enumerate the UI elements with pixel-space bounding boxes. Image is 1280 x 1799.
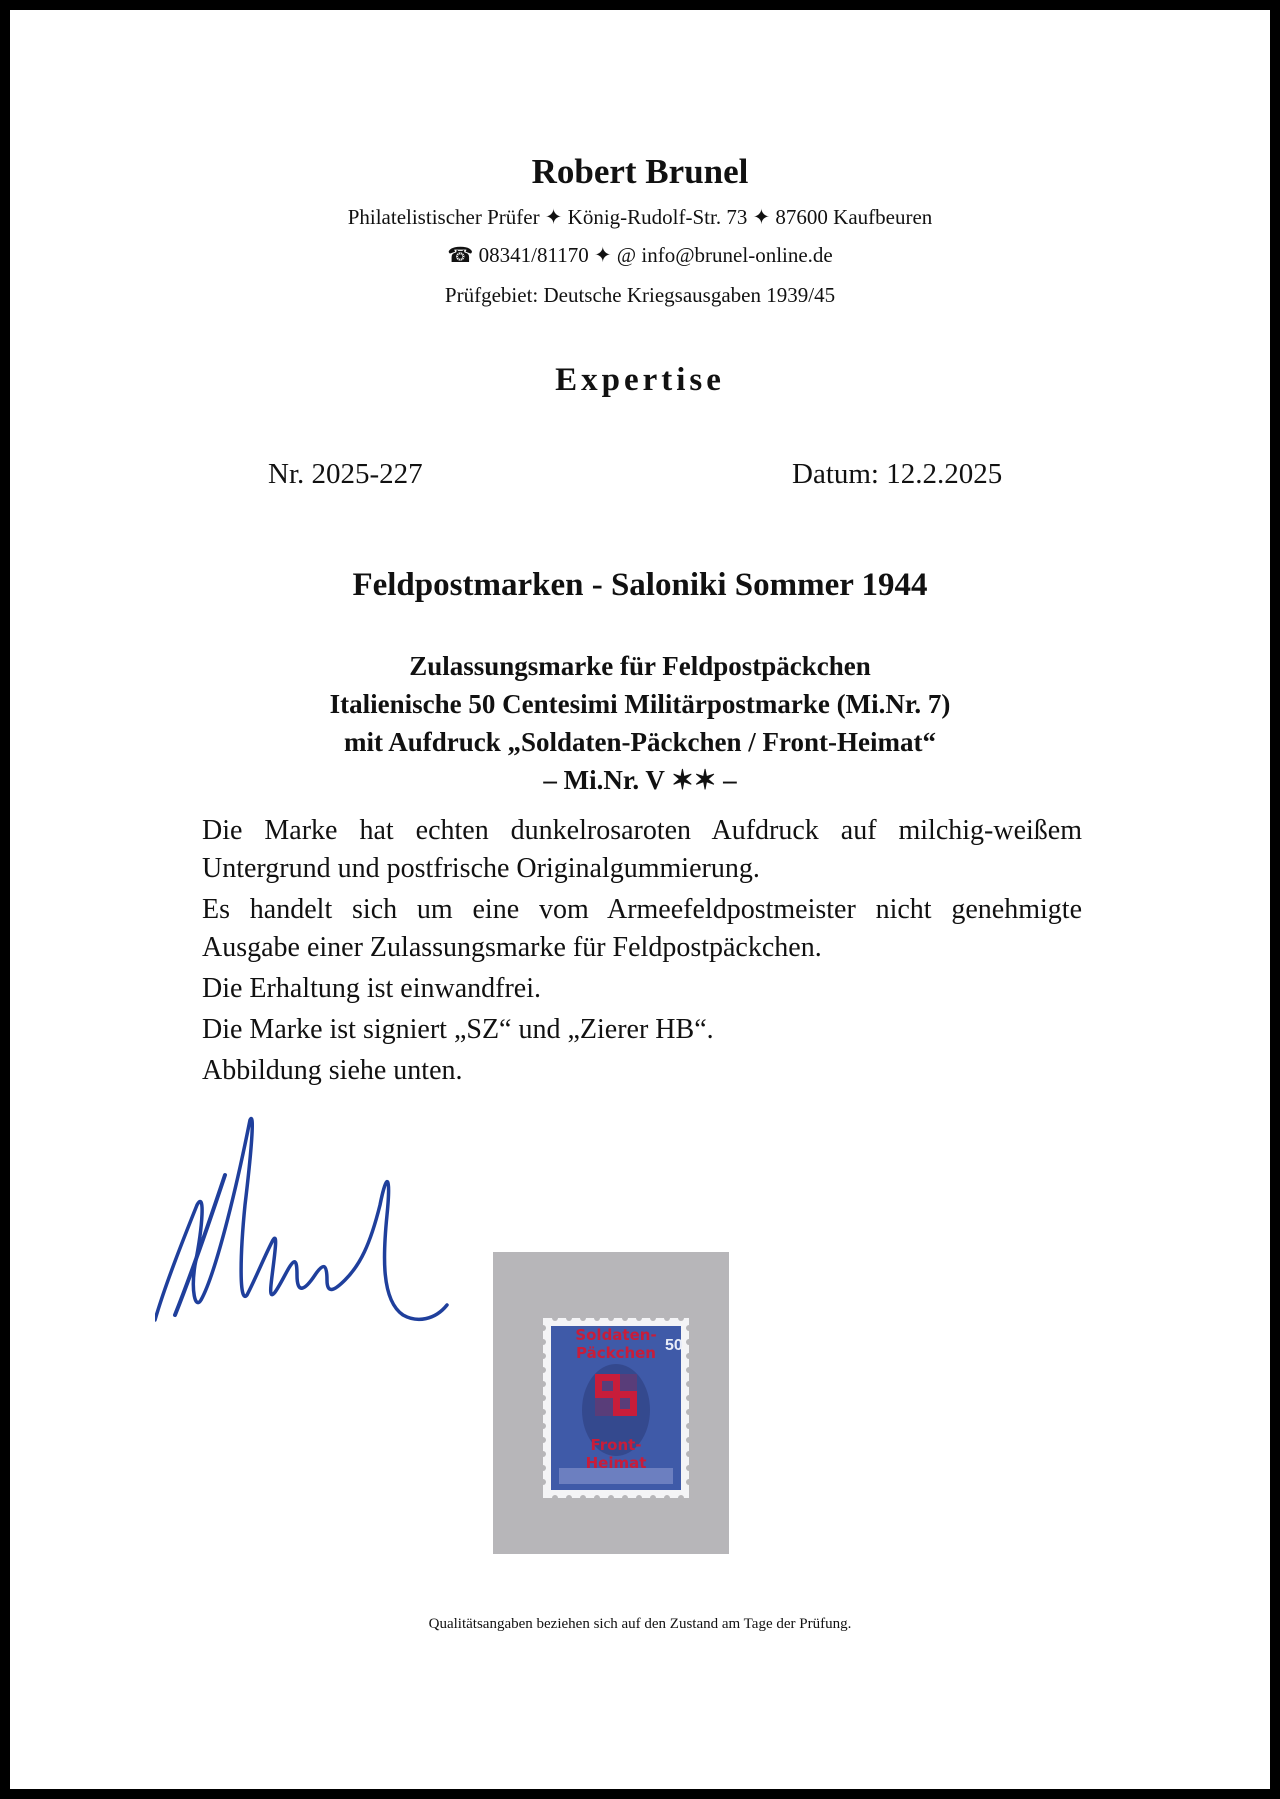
examiner-address: Philatelistischer Prüfer ✦ König-Rudolf-Str. 73 ✦ 87600 Kaufbeuren [347, 205, 933, 229]
description-line: Italienische 50 Centesimi Militärpostmarke (Mi.Nr. 7) [329, 689, 951, 719]
overprint-emblem [595, 1374, 637, 1416]
description-line: – Mi.Nr. V ✶✶ – [543, 765, 737, 795]
certificate-number: Nr. 2025-227 [268, 458, 423, 490]
stamp-image [543, 1318, 689, 1498]
stamp-value: 50 [665, 1337, 683, 1354]
signature-image [155, 1115, 455, 1335]
findings-paragraph: Die Marke ist signiert „SZ“ und „Zierer HB“. [202, 1014, 714, 1045]
document-title: Expertise [555, 362, 725, 398]
findings-paragraph: Es handelt sich um eine vom Armeefeldpostmeister nicht genehmigte Ausgabe einer Zulassungsmarke für Feldpostpäckchen. [202, 894, 1082, 963]
examiner-field: Prüfgebiet: Deutsche Kriegsausgaben 1939/45 [444, 283, 836, 307]
examiner-contact: ☎ 08341/81170 ✦ @ info@brunel-online.de [447, 243, 833, 267]
overprint-text: Front- [590, 1436, 642, 1454]
description-line: Zulassungsmarke für Feldpostpäckchen [409, 651, 871, 681]
findings-paragraph: Abbildung siehe unten. [202, 1055, 463, 1086]
certificate-sheet [10, 10, 1270, 1789]
item-description [10, 647, 1270, 799]
description-line: mit Aufdruck „Soldaten-Päckchen / Front-Heimat“ [344, 727, 936, 757]
findings-paragraph: Die Erhaltung ist einwandfrei. [202, 973, 542, 1004]
examiner-name: Robert Brunel [531, 152, 749, 191]
stamp-photo [493, 1252, 729, 1554]
overprint-text: Päckchen [575, 1344, 657, 1362]
footer-note: Qualitätsangaben beziehen sich auf den Zustand am Tage der Prüfung. [428, 1616, 852, 1632]
certificate-date: Datum: 12.2.2025 [792, 458, 1003, 490]
overprint-text: Soldaten- [575, 1326, 657, 1344]
findings-paragraph: Die Marke hat echten dunkelrosaroten Aufdruck auf milchig-weißem Untergrund und postfrische Originalgummierung. [202, 815, 1082, 884]
subject-heading: Feldpostmarken - Saloniki Sommer 1944 [352, 567, 928, 603]
findings-text [202, 812, 1082, 1093]
overprint-text: Heimat [585, 1454, 647, 1472]
